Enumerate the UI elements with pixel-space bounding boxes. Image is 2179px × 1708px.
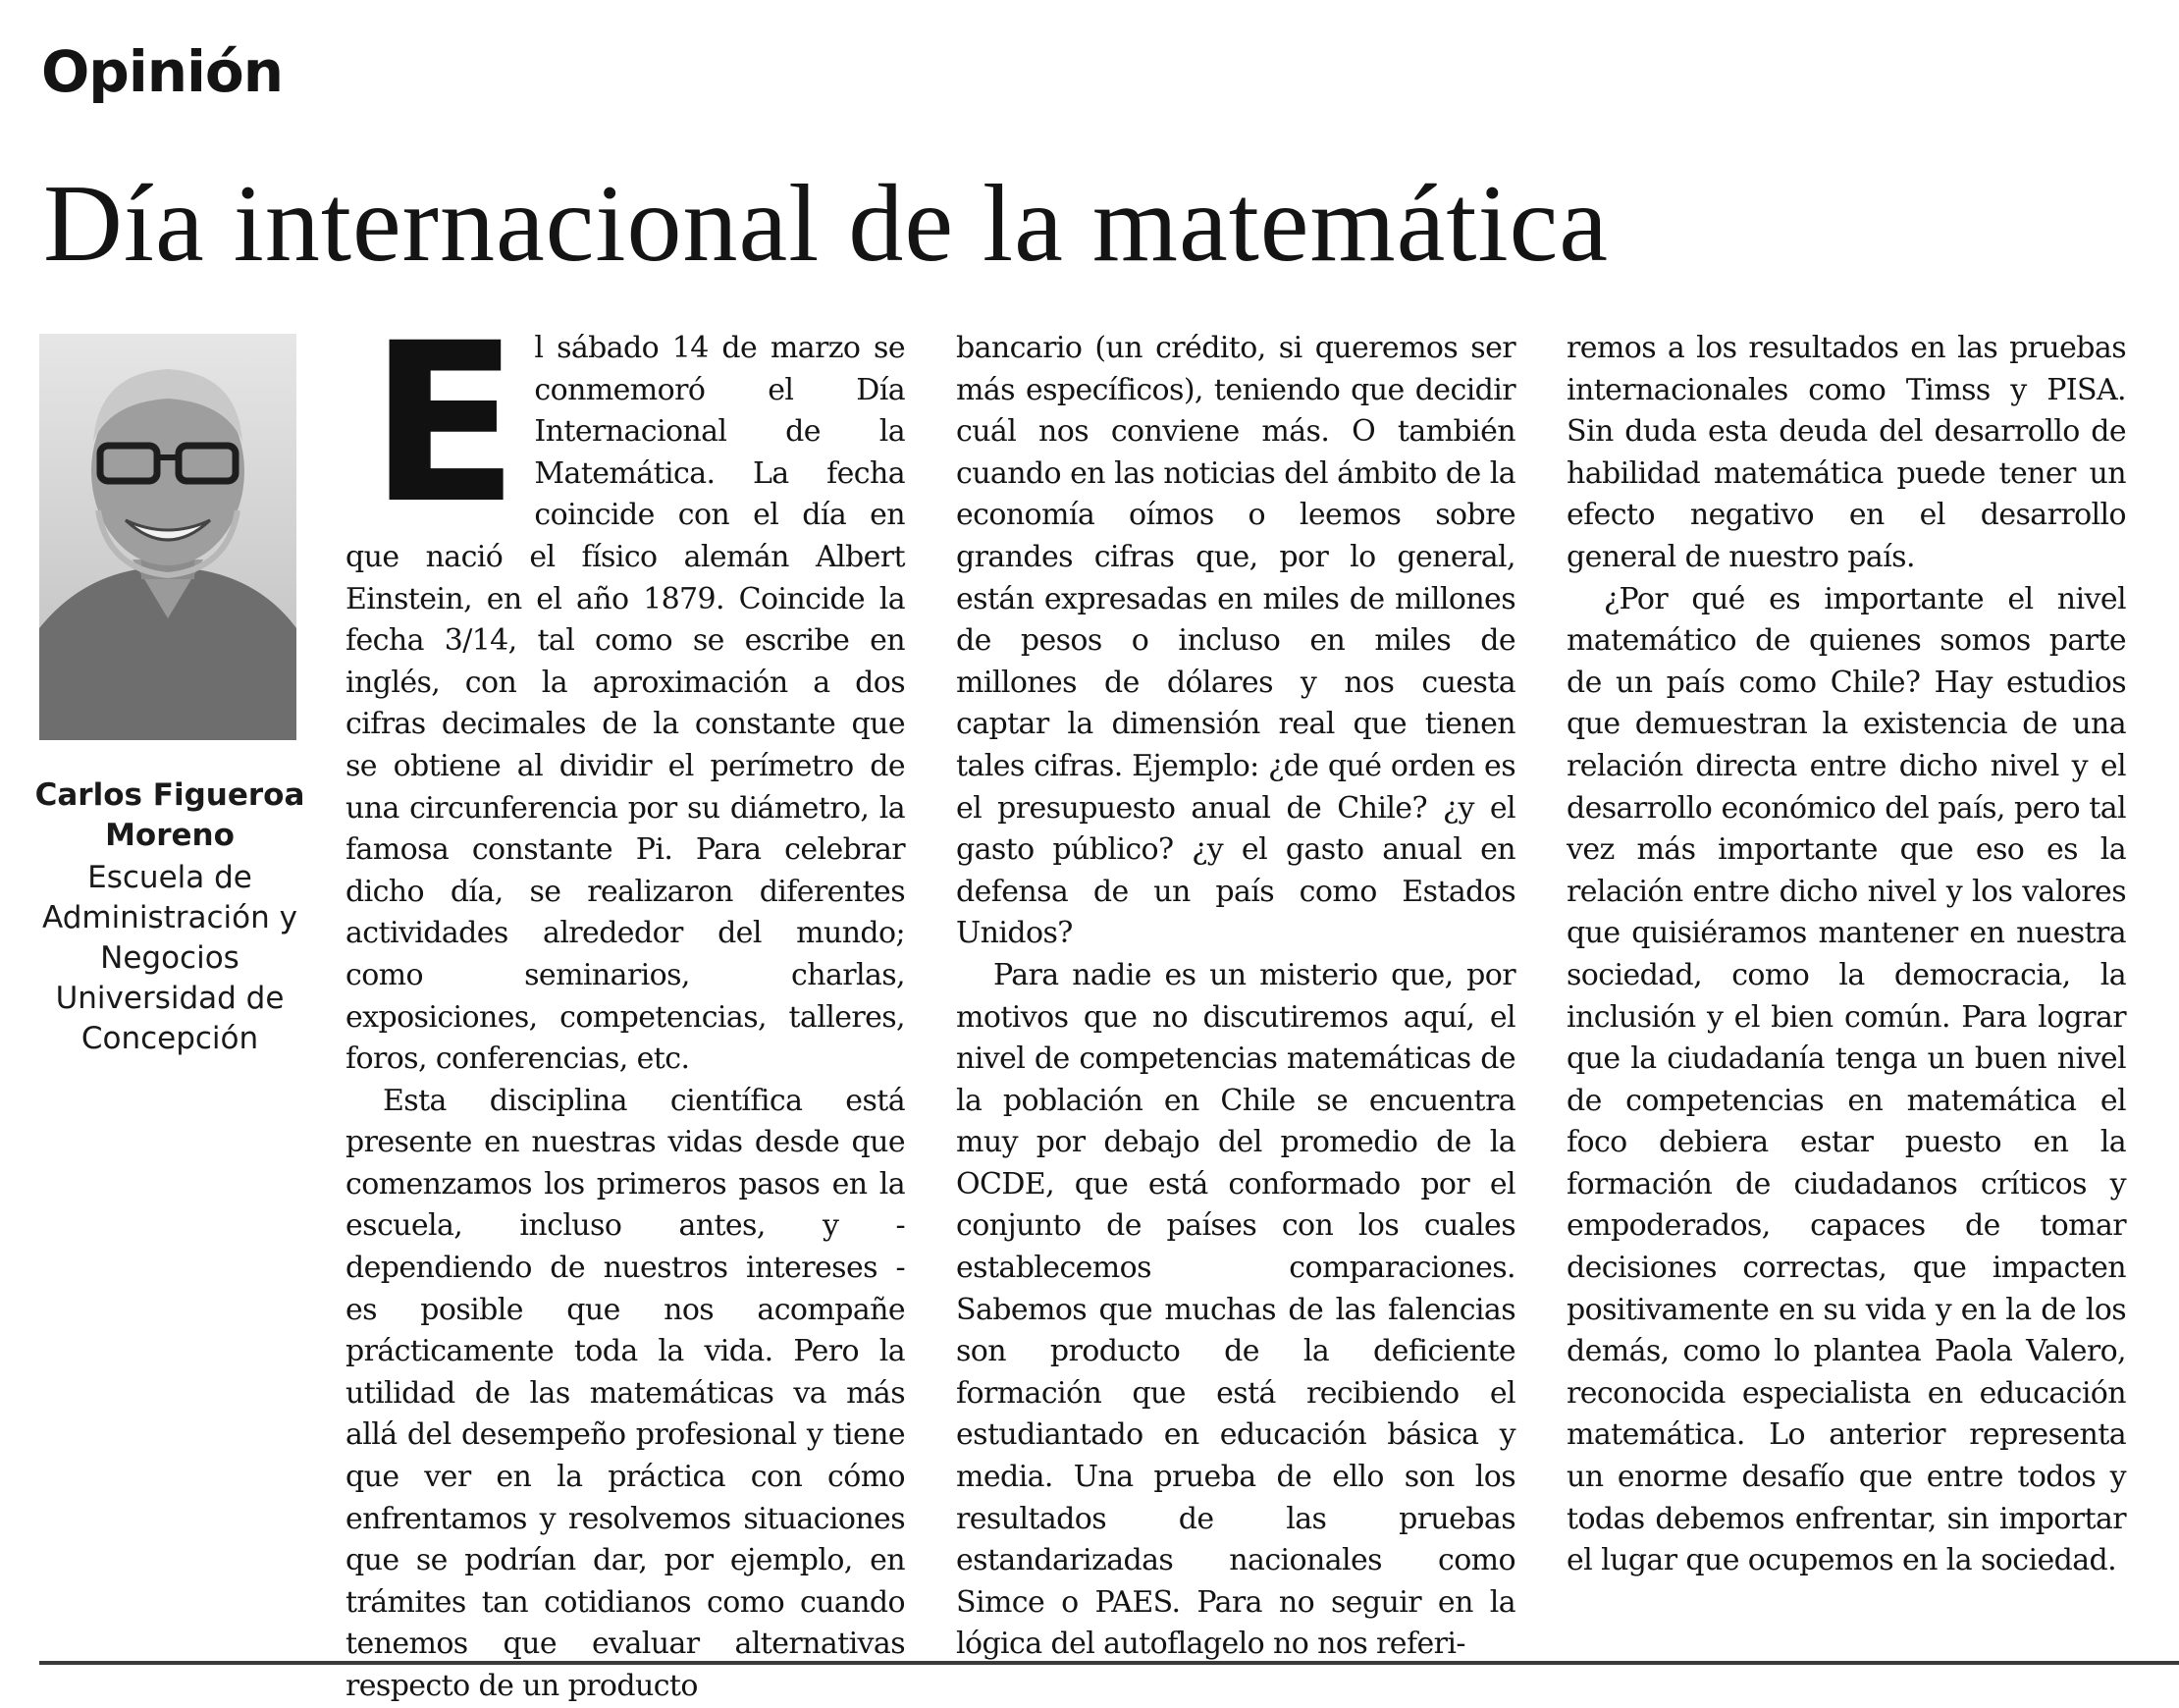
author-affiliation: Escuela de Administración y Negocios Universidad de Concepción <box>42 860 297 1056</box>
article-column-3 <box>1567 328 2126 1582</box>
paragraph: bancario (un crédito, si queremos ser más específicos), teniendo que decidir cuál nos conviene más. O también cuando en las noticias del ámbito de la economía oímos o leemos sobre grandes cifras que, por lo general, están expresadas en miles de millones de pesos o incluso en miles de millones de dólares y nos cuesta captar la dimensión real que tienen tales cifras. Ejemplo: ¿de qué orden es el presupuesto anual de Chile? ¿y el gasto público? ¿y el gasto anual en defensa de un país como Estados Unidos? <box>956 331 1515 951</box>
author-photo <box>39 334 296 740</box>
paragraph: l sábado 14 de marzo se conmemoró el Día Internacional de la Matemática. La fecha coincide con el día en que nació el físico alemán Albert Einstein, en el año 1879. Coincide la fecha 3/14, tal como se escribe en inglés, con la aproximación a dos cifras decimales de la constante que se obtiene al dividir el perímetro de una circunferencia por su diámetro, la famosa constante Pi. Para celebrar dicho día, se realizaron diferentes actividades alrededor del mundo; como seminarios, charlas, exposiciones, competencias, talleres, foros, conferencias, etc. <box>345 331 905 1077</box>
paragraph: Para nadie es un misterio que, por motivos que no discutiremos aquí, el nivel de competencias matemáticas de la población en Chile se encuentra muy por debajo del promedio de la OCDE, que está conformado por el conjunto de países con los cuales establecemos comparaciones. Sabemos que muchas de las falencias son producto de la deficiente formación que está recibiendo el estudiantado en educación básica y media. Una prueba de ello son los resultados de las pruebas estandarizadas nacionales como Simce o PAES. Para no seguir en la lógica del autoflagelo no nos referi- <box>956 957 1515 1662</box>
bottom-rule <box>39 1661 2179 1665</box>
paragraph: ¿Por qué es importante el nivel matemático de quienes somos parte de un país como Chile? Hay estudios que demuestran la existencia de una relación directa entre dicho nivel y el desarrollo económico del país, pero tal vez más importante que eso es la relación entre dicho nivel y los valores que quisiéramos mantener en nuestra sociedad, como la democracia, la inclusión y el bien común. Para lograr que la ciudadanía tenga un buen nivel de competencias en matemática el foco debiera estar puesto en la formación de ciudadanos críticos y empoderados, capaces de tomar decisiones correctas, que impacten positivamente en su vida y en la de los demás, como lo plantea Paola Valero, reconocida especialista en educación matemática. Lo anterior representa un enorme desafío que entre todos y todas debemos enfrentar, sin importar el lugar que ocupemos en la sociedad. <box>1567 581 2126 1578</box>
headline: Día internacional de la matemática <box>43 163 1609 285</box>
article-column-1 <box>345 295 905 1708</box>
author-name: Carlos Figueroa Moreno <box>34 777 305 853</box>
drop-cap: E <box>369 295 519 552</box>
section-label: Opinión <box>41 38 284 105</box>
paragraph: remos a los resultados en las pruebas internacionales como Timss y PISA. Sin duda esta deuda del desarrollo de habilidad matemática puede tener un efecto negativo en el desarrollo general de nuestro país. <box>1567 331 2126 574</box>
article-column-2 <box>956 328 1515 1666</box>
paragraph: Esta disciplina científica está presente en nuestras vidas desde que comenzamos los primeros pasos en la escuela, incluso antes, y - dependiendo de nuestros intereses - es posible que nos acompañe prácticamente toda la vida. Pero la utilidad de las matemáticas va más allá del desempeño profesional y tiene que ver en la práctica con cómo enfrentamos y resolvemos situaciones que se podrían dar, por ejemplo, en trámites tan cotidianos como cuando tenemos que evaluar alternativas respecto de un producto <box>345 1083 905 1703</box>
author-byline <box>29 775 310 1059</box>
